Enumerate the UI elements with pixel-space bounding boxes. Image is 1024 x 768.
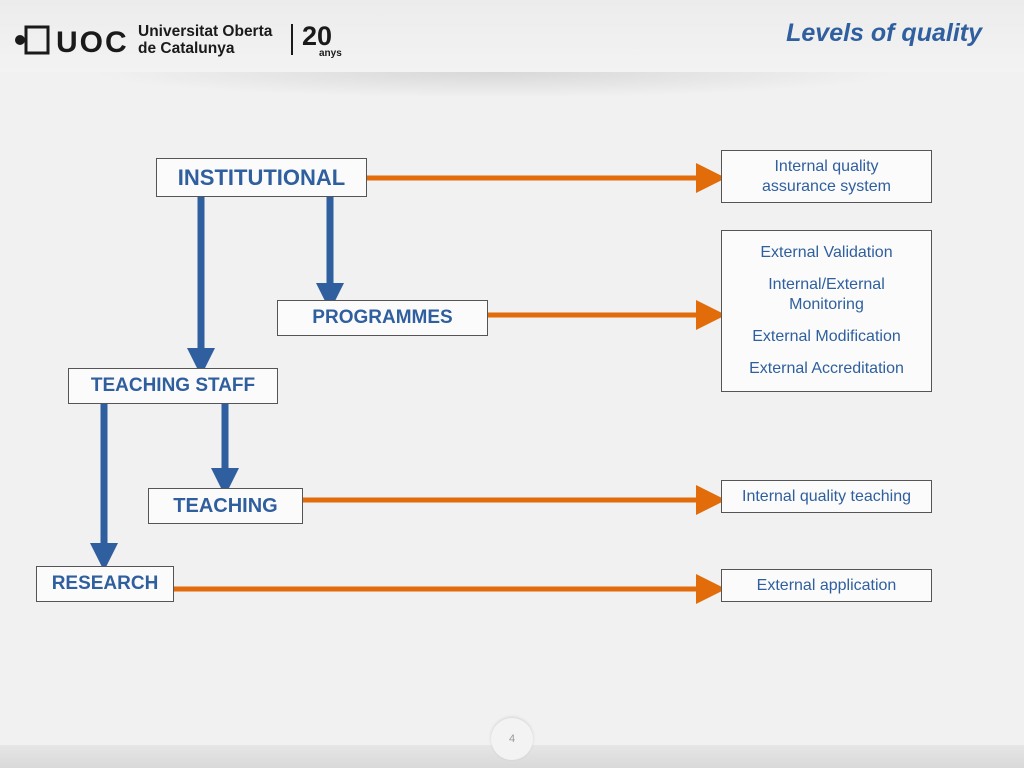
teaching-staff-box: TEACHING STAFF	[68, 368, 278, 404]
uoc-wordmark: UOC	[56, 26, 129, 58]
research-box: RESEARCH	[36, 566, 174, 602]
process-external-modification: External Modification	[752, 328, 901, 345]
process-internal-external-monitoring: Internal/External Monitoring	[768, 276, 885, 313]
process-external-accreditation: External Accreditation	[749, 360, 904, 377]
anniversary-number: 20	[302, 22, 333, 51]
teaching-box: TEACHING	[148, 488, 303, 524]
internal-teaching-box: Internal quality teaching	[721, 480, 932, 513]
slide-title: Levels of quality	[786, 19, 982, 47]
internal-qa-box: Internal quality assurance system	[721, 150, 932, 203]
logo-name-line2: de Catalunya	[138, 40, 235, 57]
external-application-box: External application	[721, 569, 932, 602]
programme-processes-box	[721, 230, 932, 392]
process-external-validation: External Validation	[760, 244, 893, 261]
anniversary-word: anys	[319, 48, 342, 58]
programmes-box: PROGRAMMES	[277, 300, 488, 336]
page-number: 4	[491, 718, 533, 760]
logo-name-line1: Universitat Oberta	[138, 23, 273, 40]
institutional-box: INSTITUTIONAL	[156, 158, 367, 197]
